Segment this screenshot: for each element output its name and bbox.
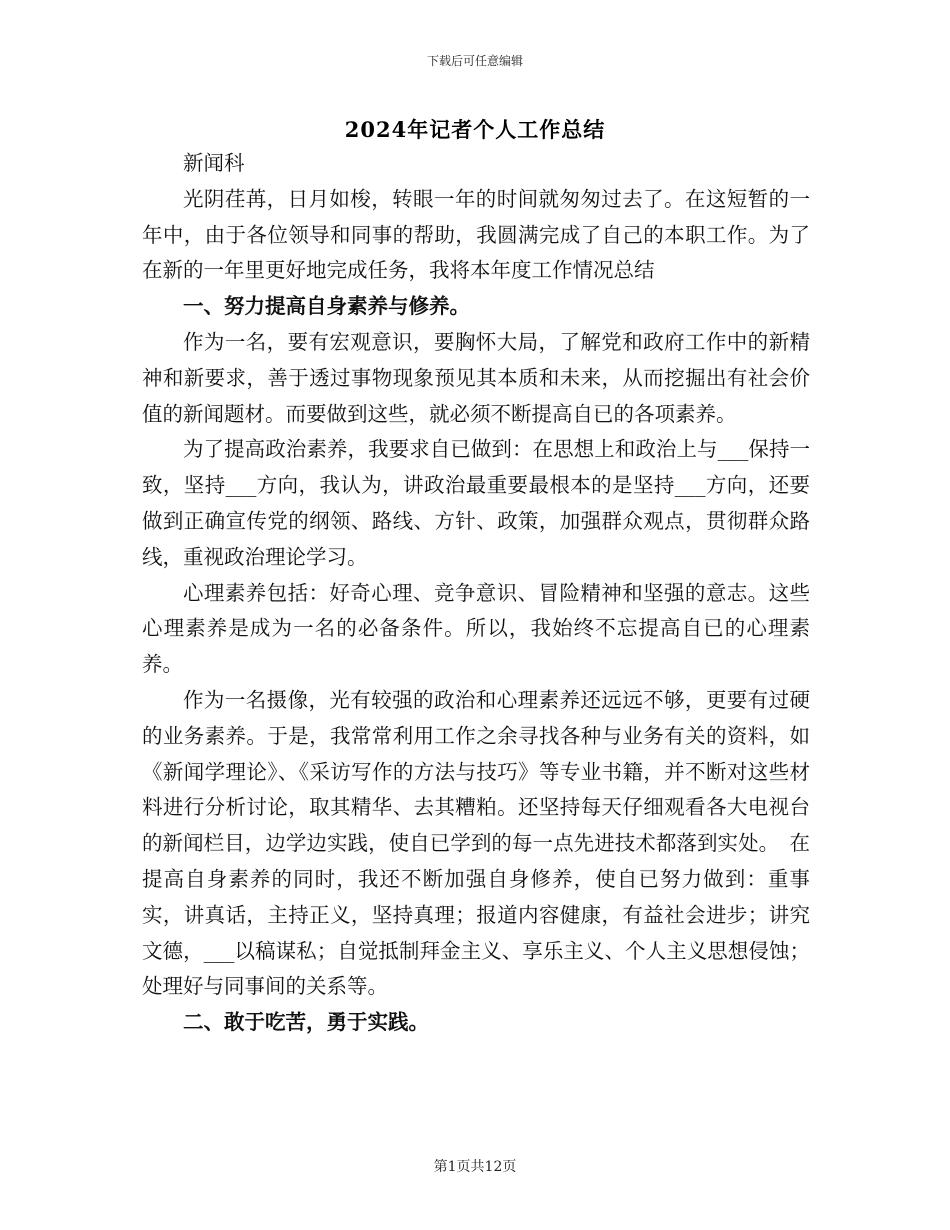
department-line: 新闻科 bbox=[183, 151, 245, 175]
body-paragraph: 为了提高政治素养，我要求自已做到：在思想上和政治上与___保持一致，坚持___方向，我认为，讲政治最重要最根本的是坚持___方向，还要做到正确宣传党的纲领、路线、方针、政策，加强群众观点，贯彻群众路线，重视政治理论学习。 bbox=[142, 437, 810, 569]
header-note: 下载后可任意编辑 bbox=[426, 54, 523, 68]
intro-paragraph: 光阴荏苒，日月如梭，转眼一年的时间就匆匆过去了。在这短暂的一年中，由于各位领导和同事的帮助，我圆满完成了自己的本职工作。为了在新的一年里更好地完成任务，我将本年度工作情况总结 bbox=[142, 186, 810, 283]
section-heading-1: 一、努力提高自身素养与修养。 bbox=[183, 294, 470, 319]
body-paragraph: 作为一名摄像，光有较强的政治和心理素养还远远不够，更要有过硬的业务素养。于是，我常常利用工作之余寻找各种与业务有关的资料，如《新闻学理论》、《采访写作的方法与技巧》等专业书籍，并不断对这些材料进行分析讨论，取其精华、去其糟粕。还坚持每天仔细观看各大电视台的新闻栏目，边学边实践，使自已学到的每一点先进技术都落到实处。 在提高自身素养的同时，我还不断加强自身修养，使自已努力做到：重事实，讲真话，主持正义，坚持真理；报道内容健康，有益社会进步；讲究文德，___以稿谋私；自觉抵制拜金主义、享乐主义、个人主义思想侵蚀；处理好与同事间的关系等。 bbox=[142, 687, 810, 999]
body-paragraph: 作为一名，要有宏观意识，要胸怀大局，了解党和政府工作中的新精神和新要求，善于透过事物现象预见其本质和未来，从而挖掘出有社会价值的新闻题材。而要做到这些，就必须不断提高自已的各项素养。 bbox=[142, 329, 810, 426]
document-body bbox=[142, 146, 810, 1041]
body-paragraph: 心理素养包括：好奇心理、竞争意识、冒险精神和坚强的意志。这些心理素养是成为一名的必备条件。所以，我始终不忘提高自已的心理素养。 bbox=[142, 580, 810, 677]
section-heading-2: 二、敢于吃苦，勇于实践。 bbox=[183, 1010, 429, 1035]
document-title: 2024年记者个人工作总结 bbox=[344, 117, 606, 142]
page-footer: 第1页共12页 bbox=[433, 1159, 517, 1175]
